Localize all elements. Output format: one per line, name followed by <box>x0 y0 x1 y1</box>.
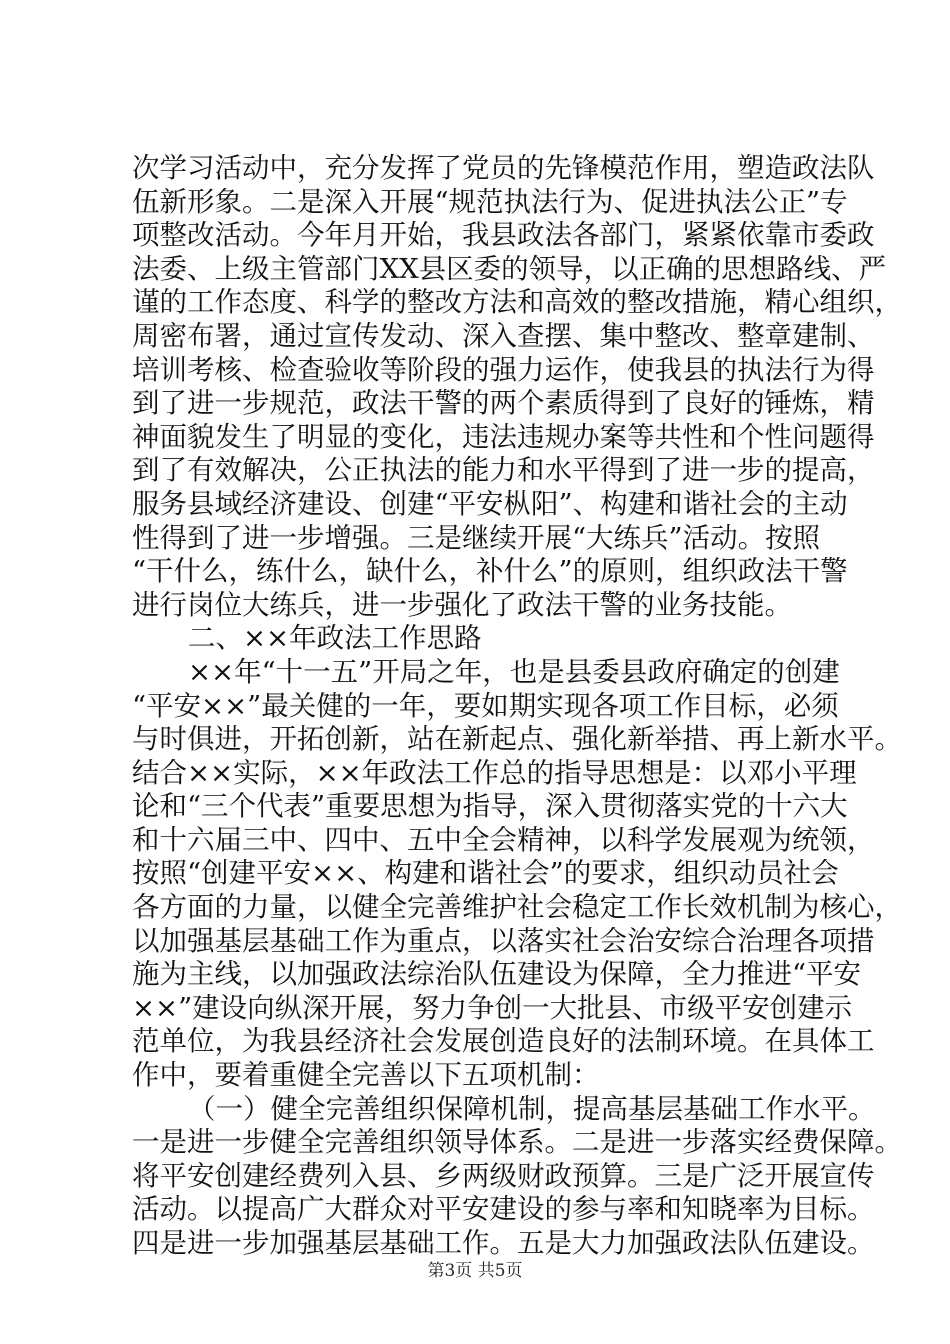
text-line: 到了进一步规范，政法干警的两个素质得到了良好的锤炼，精 <box>132 387 875 420</box>
text-line: 与时俱进，开拓创新，站在新起点、强化新举措、再上新水平。 <box>132 723 902 756</box>
text-line: 作中，要着重健全完善以下五项机制： <box>132 1059 600 1092</box>
text-line: 周密布署，通过宣传发动、深入查摆、集中整改、整章建制、 <box>132 319 875 352</box>
text-line: 神面貌发生了明显的变化，违法违规办案等共性和个性问题得 <box>132 420 875 453</box>
paragraph-first-line: ××年“十一五”开局之年，也是县委县政府确定的创建 <box>188 655 840 688</box>
text-line: 按照“创建平安××、构建和谐社会”的要求，组织动员社会 <box>132 857 839 890</box>
text-line: 伍新形象。二是深入开展“规范执法行为、促进执法公正”专 <box>132 185 848 218</box>
text-line: “干什么，练什么，缺什么，补什么”的原则，组织政法干警 <box>132 555 848 588</box>
text-line: 施为主线，以加强政法综治队伍建设为保障，全力推进“平安 <box>132 958 862 991</box>
document-body <box>132 152 902 1261</box>
subsection-heading: （一）健全完善组织保障机制，提高基层基础工作水平。 <box>188 1092 876 1125</box>
text-line: 活动。以提高广大群众对平安建设的参与率和知晓率为目标。 <box>132 1193 875 1226</box>
text-line: 法委、上级主管部门XX县区委的领导，以正确的思想路线、严 <box>132 252 887 285</box>
text-line: 和十六届三中、四中、五中全会精神，以科学发展观为统领， <box>132 823 875 856</box>
text-line: 各方面的力量，以健全完善维护社会稳定工作长效机制为核心， <box>132 891 902 924</box>
text-line: 将平安创建经费列入县、乡两级财政预算。三是广泛开展宣传 <box>132 1159 875 1192</box>
text-line: 次学习活动中，充分发挥了党员的先锋模范作用，塑造政法队 <box>132 152 875 184</box>
text-line: 范单位，为我县经济社会发展创造良好的法制环境。在具体工 <box>132 1025 875 1058</box>
page-number-footer: 第3页 共5页 <box>427 1261 523 1281</box>
text-line: 谨的工作态度、科学的整改方法和高效的整改措施，精心组织， <box>132 286 902 319</box>
text-line: 服务县域经济建设、创建“平安枞阳”、构建和谐社会的主动 <box>132 487 848 520</box>
text-line: 论和“三个代表”重要思想为指导，深入贯彻落实党的十六大 <box>132 790 848 823</box>
text-line: 项整改活动。今年月开始，我县政法各部门，紧紧依靠市委政 <box>132 219 875 252</box>
text-line: ××”建设向纵深开展，努力争创一大批县、市级平安创建示 <box>132 991 853 1024</box>
text-line: 以加强基层基础工作为重点，以落实社会治安综合治理各项措 <box>132 924 875 957</box>
text-line: 到了有效解决，公正执法的能力和水平得到了进一步的提高， <box>132 454 875 487</box>
text-line: 一是进一步健全完善组织领导体系。二是进一步落实经费保障。 <box>132 1126 902 1159</box>
text-line: 四是进一步加强基层基础工作。五是大力加强政法队伍建设。 <box>132 1227 875 1259</box>
text-line: 培训考核、检查验收等阶段的强力运作，使我县的执法行为得 <box>132 353 875 386</box>
text-line: 结合××实际，××年政法工作总的指导思想是：以邓小平理 <box>132 756 857 789</box>
text-line: 性得到了进一步增强。三是继续开展“大练兵”活动。按照 <box>132 521 821 554</box>
text-line: 进行岗位大练兵，进一步强化了政法干警的业务技能。 <box>132 588 792 621</box>
text-line: “平安××”最关健的一年，要如期实现各项工作目标，必须 <box>132 689 839 722</box>
section-heading: 二、××年政法工作思路 <box>188 622 482 655</box>
